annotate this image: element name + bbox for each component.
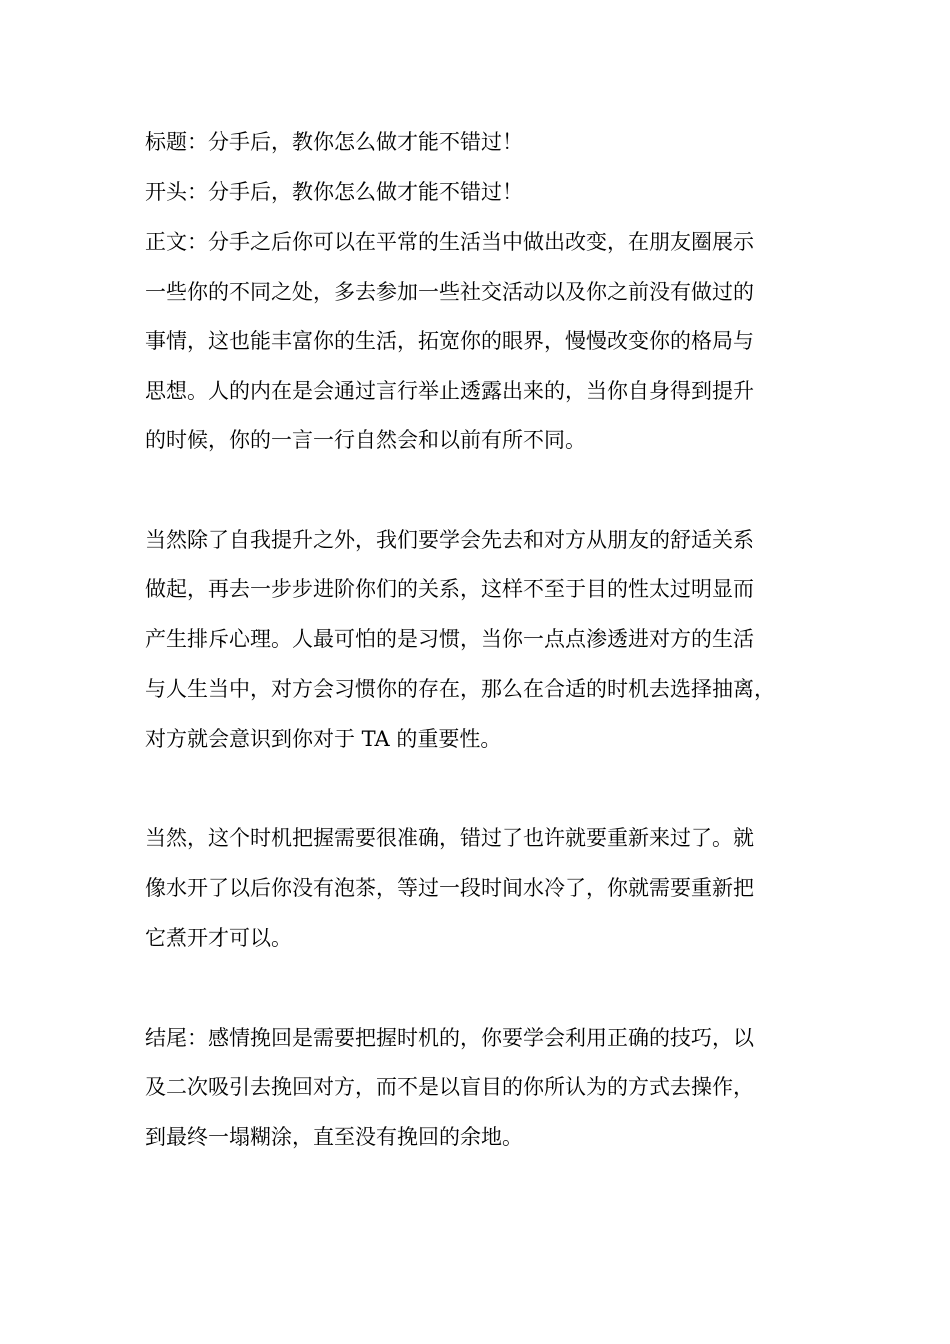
body-paragraph-3-line-1: 当然，这个时机把握需要很准确，错过了也许就要重新来过了。就 [145, 826, 754, 850]
body-paragraph-3-line-2: 像水开了以后你没有泡茶，等过一段时间水冷了，你就需要重新把 [145, 876, 754, 900]
title-line: 标题：分手后，教你怎么做才能不错过！ [145, 130, 523, 154]
body-paragraph-2-line-3: 产生排斥心理。人最可怕的是习惯，当你一点点渗透进对方的生活 [145, 627, 754, 651]
body-paragraph-2-line-5: 对方就会意识到你对于 TA 的重要性。 [145, 727, 502, 751]
opening-line: 开头：分手后，教你怎么做才能不错过！ [145, 180, 523, 204]
body-paragraph-3-line-3: 它煮开才可以。 [145, 926, 292, 950]
body-paragraph-2-line-4: 与人生当中，对方会习惯你的存在，那么在合适的时机去选择抽离， [145, 677, 775, 701]
closing-paragraph-line-3: 到最终一塌糊涂，直至没有挽回的余地。 [145, 1125, 523, 1149]
body-paragraph-1-line-4: 思想。人的内在是会通过言行举止透露出来的，当你自身得到提升 [145, 379, 754, 403]
body-paragraph-2-line-2: 做起，再去一步步进阶你们的关系，这样不至于目的性太过明显而 [145, 577, 754, 601]
closing-paragraph-line-1: 结尾：感情挽回是需要把握时机的，你要学会利用正确的技巧，以 [145, 1026, 754, 1050]
body-paragraph-1-line-1: 正文：分手之后你可以在平常的生活当中做出改变，在朋友圈展示 [145, 230, 754, 254]
body-paragraph-1-line-5: 的时候，你的一言一行自然会和以前有所不同。 [145, 428, 586, 452]
closing-paragraph-line-2: 及二次吸引去挽回对方，而不是以盲目的你所认为的方式去操作， [145, 1075, 754, 1099]
body-paragraph-1-line-2: 一些你的不同之处，多去参加一些社交活动以及你之前没有做过的 [145, 280, 754, 304]
body-paragraph-1-line-3: 事情，这也能丰富你的生活，拓宽你的眼界，慢慢改变你的格局与 [145, 329, 754, 353]
body-paragraph-2-line-1: 当然除了自我提升之外，我们要学会先去和对方从朋友的舒适关系 [145, 528, 754, 552]
